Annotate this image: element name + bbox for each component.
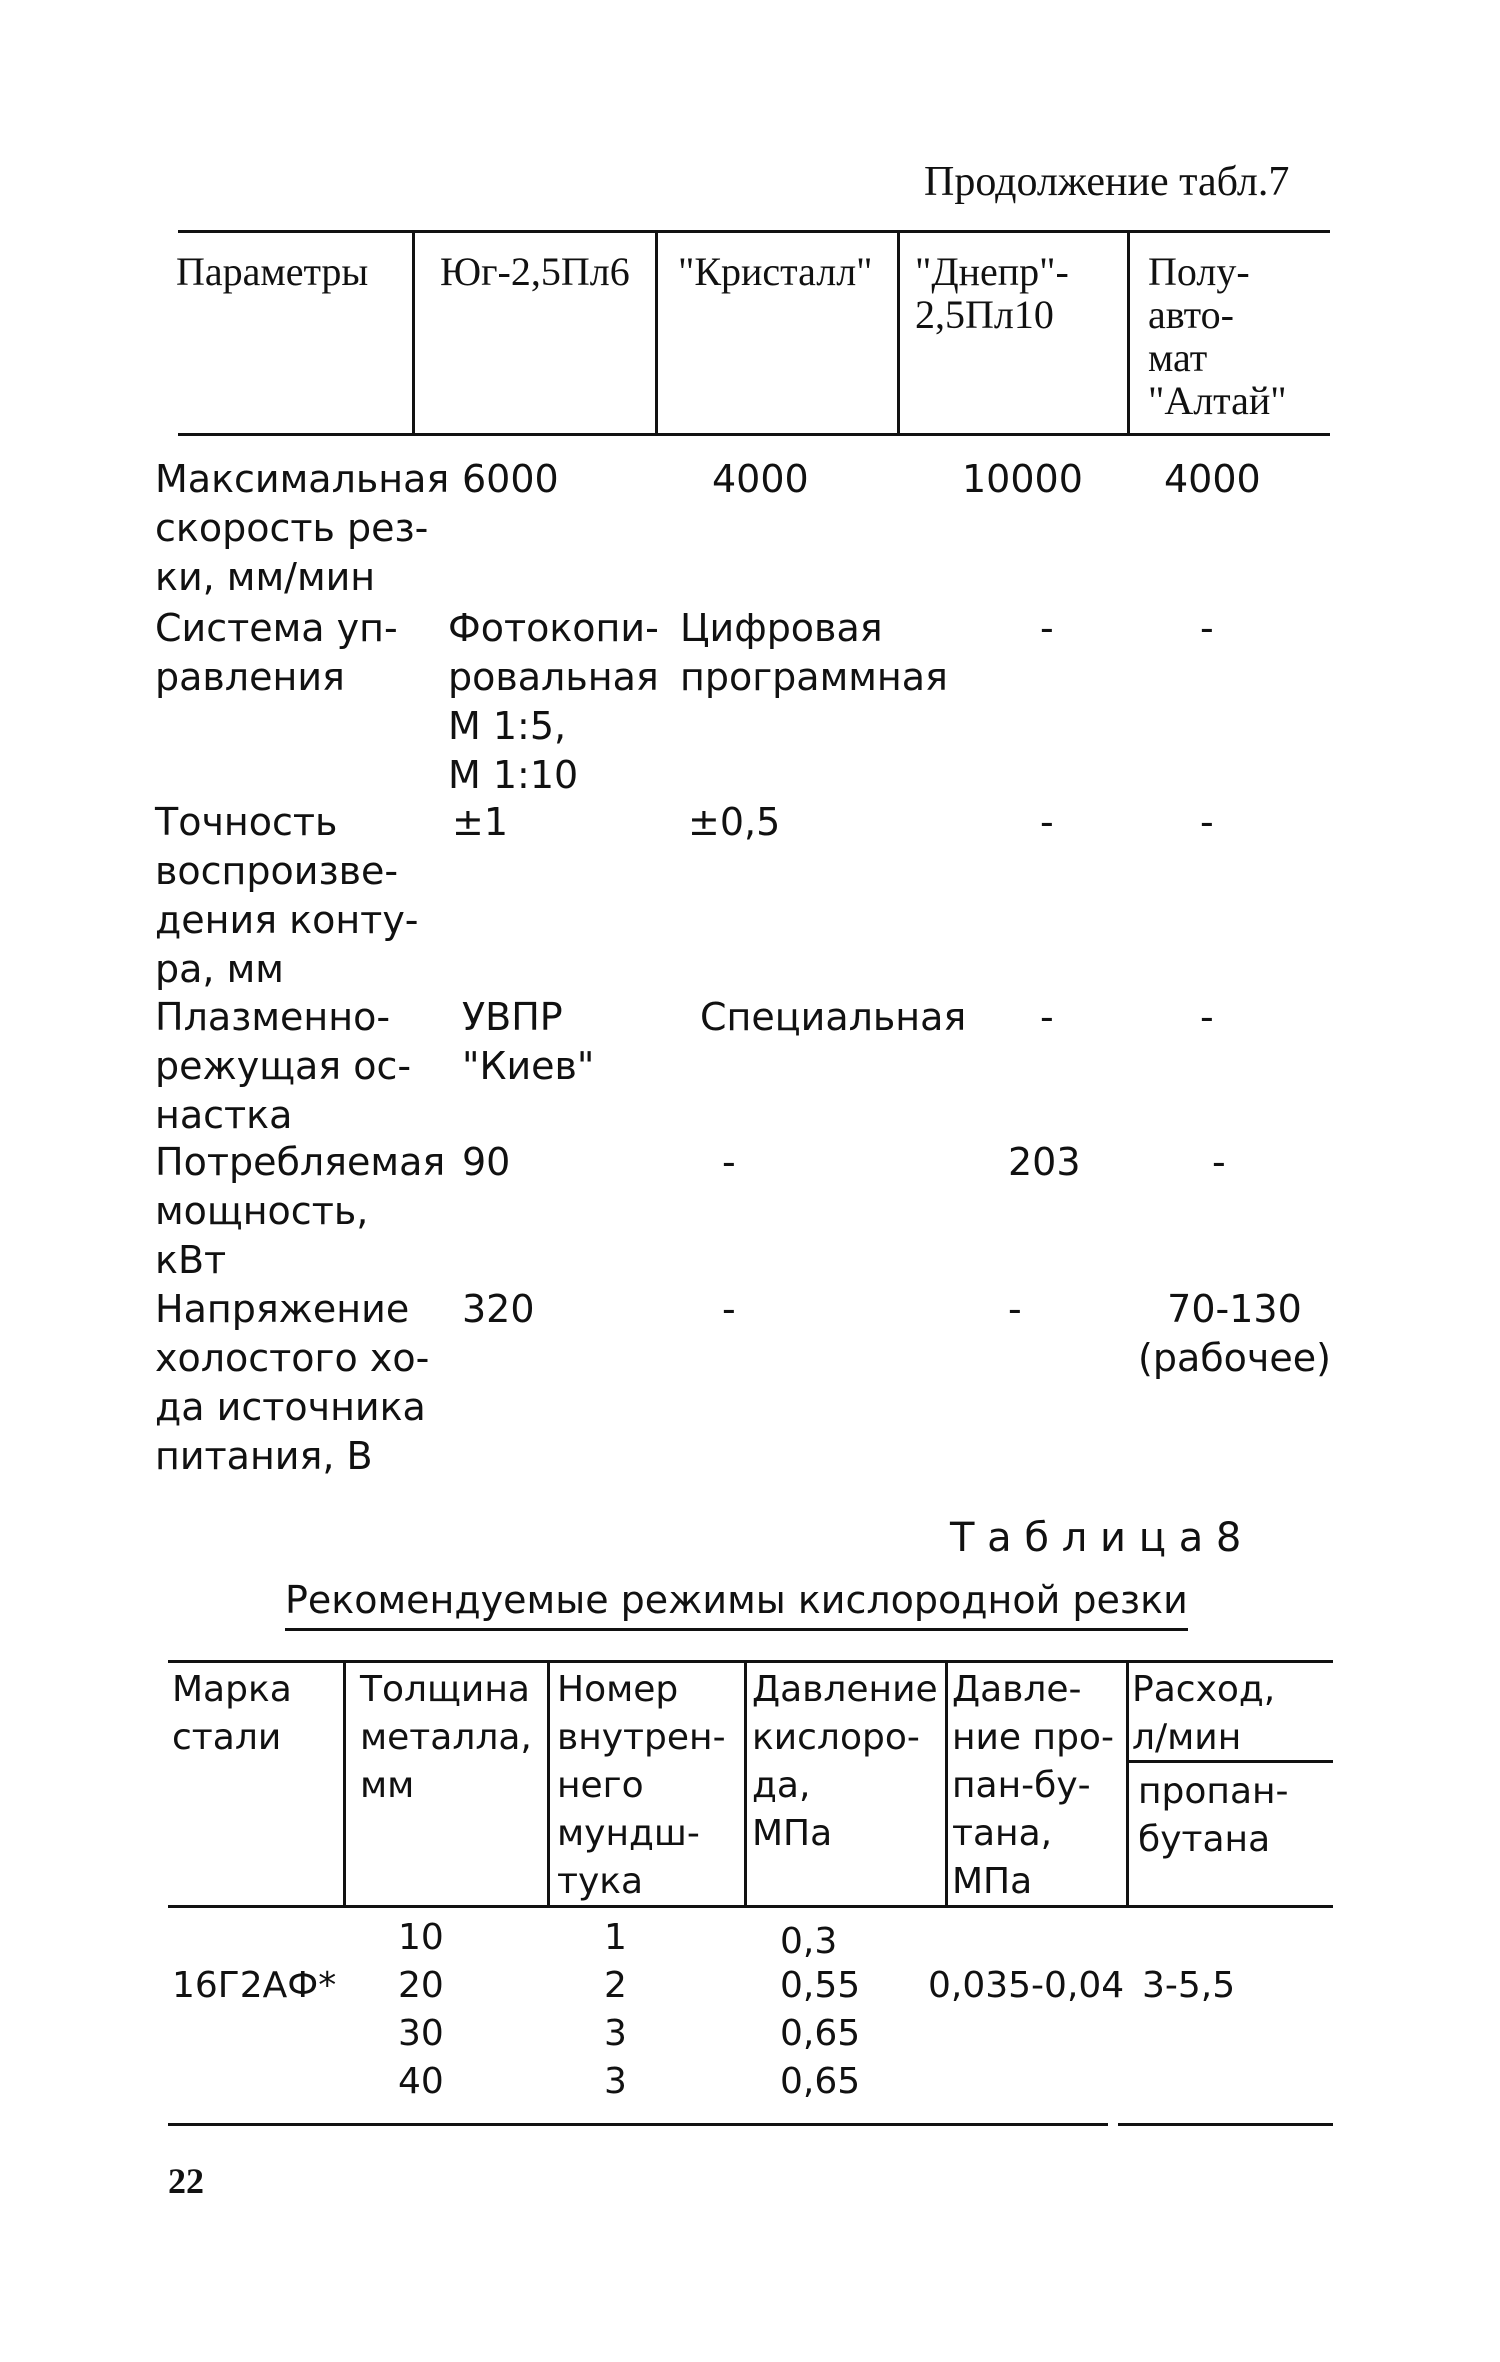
value-cell: - — [722, 1287, 736, 1331]
steel-grade-cell: 16Г2АФ* — [172, 1965, 337, 2006]
table8-bottom-rule — [168, 2123, 1108, 2126]
oxygen-cell: 0,3 — [780, 1921, 838, 1962]
table8-col-divider — [744, 1662, 747, 1906]
table8-bottom-rule — [1118, 2123, 1333, 2126]
tip-cell: 3 — [604, 2061, 627, 2102]
value-cell: - — [1200, 995, 1214, 1039]
value-cell: - — [1040, 606, 1054, 650]
table8-label: Т а б л и ц а 8 — [950, 1515, 1242, 1561]
param-label: Точность воспроизве- дения конту- ра, мм — [155, 800, 419, 991]
value-cell: Фотокопи- ровальная М 1:5, М 1:10 — [448, 606, 659, 797]
table8-header-flow: Расход, л/мин — [1132, 1669, 1276, 1758]
param-label: Максимальная скорость рез- ки, мм/мин — [155, 457, 450, 599]
value-cell: - — [1008, 1287, 1022, 1331]
value-cell: 320 — [462, 1287, 535, 1331]
value-cell: Цифровая программная — [680, 606, 948, 699]
table8-col-divider — [343, 1662, 346, 1906]
value-cell: - — [1040, 800, 1054, 844]
flow-value-cell: 3-5,5 — [1142, 1965, 1236, 2006]
value-cell: ±1 — [452, 800, 509, 844]
oxygen-cell: 0,65 — [780, 2013, 861, 2054]
param-label: Система уп- равления — [155, 606, 398, 699]
table8-col-divider — [547, 1662, 550, 1906]
table8-header-flow-sub: пропан- бутана — [1138, 1771, 1289, 1860]
oxygen-cell: 0,65 — [780, 2061, 861, 2102]
table7-col-divider — [655, 232, 658, 435]
table7-col-divider — [412, 232, 415, 435]
value-cell: - — [1200, 800, 1214, 844]
propane-pressure-cell: 0,035-0,04 — [928, 1965, 1125, 2006]
thickness-cell: 20 — [398, 1965, 444, 2006]
value-cell: 10000 — [962, 457, 1083, 501]
oxygen-cell: 0,55 — [780, 1965, 861, 2006]
table7-header-dnepr: "Днепр"- 2,5Пл10 — [915, 249, 1069, 337]
thickness-cell: 30 — [398, 2013, 444, 2054]
tip-cell: 1 — [604, 1917, 627, 1958]
table7-header-kristall: "Кристалл" — [678, 249, 873, 294]
value-cell: - — [1200, 606, 1214, 650]
table8-header-propane: Давле- ние про- пан-бу- тана, МПа — [952, 1669, 1114, 1902]
value-cell: - — [1040, 995, 1054, 1039]
table8-title: Рекомендуемые режимы кислородной резки — [285, 1578, 1188, 1631]
page-number: 22 — [168, 2161, 204, 2201]
table8-col-divider — [945, 1662, 948, 1906]
continuation-label: Продолжение табл.7 — [924, 159, 1290, 205]
value-cell: 70-130 (рабочее) — [1138, 1287, 1331, 1380]
table7-header-yug: Юг-2,5Пл6 — [440, 249, 630, 294]
table7-col-divider — [1127, 232, 1130, 435]
table7-col-divider — [897, 232, 900, 435]
table8-col-divider — [1126, 1662, 1129, 1906]
param-label: Плазменно- режущая ос- настка — [155, 995, 412, 1137]
table7-header-altai: Полу- авто- мат "Алтай" — [1148, 249, 1287, 423]
value-cell: - — [1212, 1140, 1226, 1184]
param-label: Потребляемая мощность, кВт — [155, 1140, 446, 1282]
table7-top-rule — [178, 230, 1330, 233]
value-cell: 6000 — [462, 457, 559, 501]
param-label: Напряжение холостого хо- да источника питания, В — [155, 1287, 430, 1478]
table7-header-params: Параметры — [176, 249, 369, 294]
value-cell: Специальная — [700, 995, 967, 1039]
tip-cell: 2 — [604, 1965, 627, 2006]
value-cell: 4000 — [712, 457, 809, 501]
table7-header-rule — [178, 433, 1330, 436]
thickness-cell: 10 — [398, 1917, 444, 1958]
table8-header-tip: Номер внутрен- него мундш- тука — [557, 1669, 726, 1902]
value-cell: 90 — [462, 1140, 511, 1184]
value-cell: УВПР "Киев" — [462, 995, 595, 1088]
table8-header-oxygen: Давление кислоро- да, МПа — [752, 1669, 938, 1854]
value-cell: - — [722, 1140, 736, 1184]
tip-cell: 3 — [604, 2013, 627, 2054]
value-cell: 4000 — [1164, 457, 1261, 501]
value-cell: ±0,5 — [688, 800, 781, 844]
table8-header-thickness: Толщина металла, мм — [360, 1669, 532, 1806]
thickness-cell: 40 — [398, 2061, 444, 2102]
table8-header-grade: Марка стали — [172, 1669, 292, 1758]
value-cell: 203 — [1008, 1140, 1081, 1184]
